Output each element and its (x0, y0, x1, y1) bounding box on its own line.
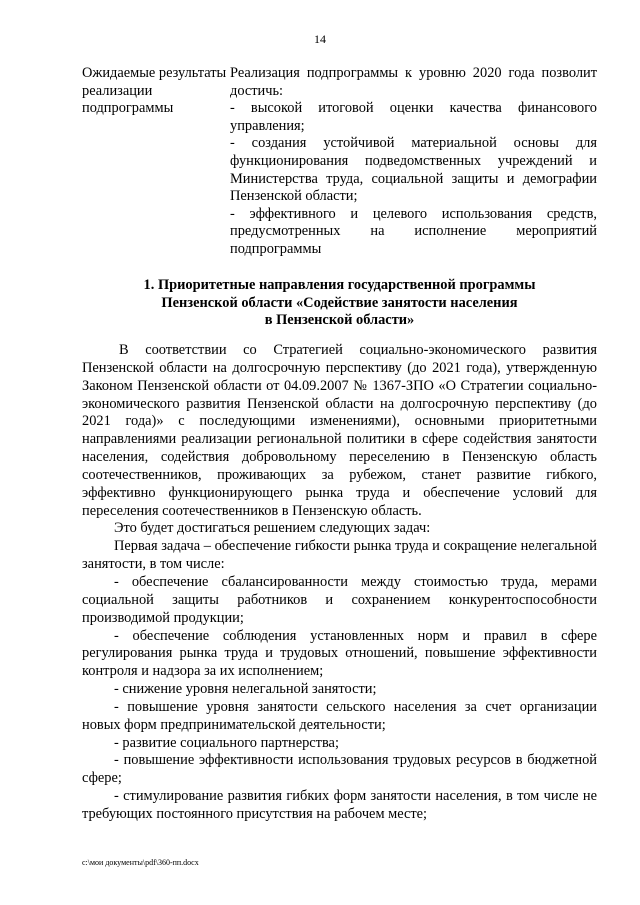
summary-row (82, 65, 597, 259)
section-body (82, 342, 597, 824)
body-paragraph: - стимулирование развития гибких форм занятости населения, в том числе не требующих постоянного присутствия на рабочем месте; (82, 788, 597, 822)
body-paragraph: - обеспечение сбалансированности между стоимостью труда, мерами социальной защиты работников и сохранением конкурентоспособности производимой продукции; (82, 573, 597, 626)
section-heading-line: 1. Приоритетные направления государственной программы (143, 277, 536, 293)
summary-paragraph: - эффективного и целевого использования средств, предусмотренных на исполнение мероприятий подпрограммы (230, 205, 597, 257)
summary-paragraph: Реализация подпрограммы к уровню 2020 года позволит достичь: (230, 65, 597, 99)
summary-paragraph: - высокой итоговой оценки качества финансового управления; (230, 100, 597, 134)
body-paragraph: - повышение уровня занятости сельского населения за счет организации новых форм предпринимательской деятельности; (82, 698, 597, 733)
body-paragraph: В соответствии со Стратегией социально-экономического развития Пензенской области на долгосрочную перспективу (до 2021 года), утвержденную Законом Пензенской области от 04.09.2007 № 1367-ЗПО «О Стратегии социально-экономического развития Пензенской области на долгосрочную перспективу (до 2021 года)» с последующими изменениями), основными приоритетными направлениями реализации региональной политики в сфере содействия занятости населения, содействия добровольному переселению в Пензенскую область соотечественников, проживающих за рубежом, станет развитие гибкого, эффективно функционирующего рынка труда и обеспечение условий для переселения соотечественников в Пензенскую область. (82, 342, 597, 519)
summary-paragraph: - создания устойчивой материальной основы для функционирования подведомственных учреждений и Министерства труда, социальной защиты и демографии Пензенской области; (230, 135, 597, 205)
body-paragraph: Первая задача – обеспечение гибкости рынка труда и сокращение нелегальной занятости, в том числе: (82, 538, 597, 573)
summary-label: Ожидаемые результаты реализации подпрограммы (82, 65, 227, 117)
section-heading (82, 277, 597, 330)
body-paragraph: - развитие социального партнерства; (114, 734, 339, 751)
file-path: c:\мои документы\pdf\360-пп.docx (82, 858, 199, 867)
body-paragraph: - повышение эффективности использования трудовых ресурсов в бюджетной сфере; (82, 752, 597, 787)
summary-table (82, 65, 597, 259)
summary-body (230, 65, 597, 259)
page-number: 14 (314, 32, 326, 46)
section-heading-line: в Пензенской области» (264, 312, 415, 329)
section-heading-line: Пензенской области «Содействие занятости населения (161, 294, 518, 311)
body-paragraph: - снижение уровня нелегальной занятости; (114, 681, 377, 698)
body-paragraph: Это будет достигаться решением следующих задач: (114, 520, 431, 537)
body-paragraph: - обеспечение соблюдения установленных норм и правил в сфере регулирования рынка труда и трудовых отношений, повышение эффективности контроля и надзора за их исполнением; (82, 627, 597, 680)
